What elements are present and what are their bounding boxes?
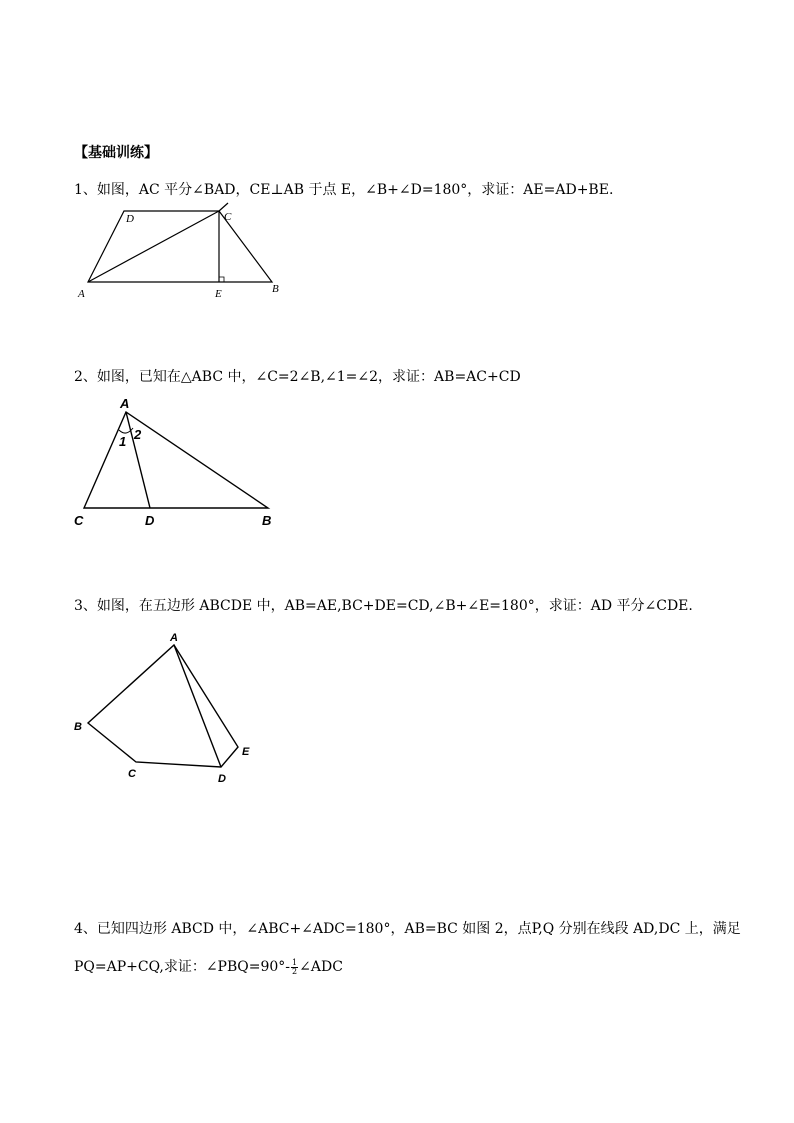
fig1-quadrilateral xyxy=(88,211,272,282)
fig3-label-d: D xyxy=(218,773,226,785)
fig1-diagonal-ac xyxy=(88,211,219,282)
fig1-label-c: C xyxy=(224,211,232,223)
fig2-label-angle2: 2 xyxy=(134,427,142,442)
fig3-label-c: C xyxy=(128,768,136,780)
fig3-pentagon xyxy=(88,645,238,767)
problem-4-text-after: ∠ADC xyxy=(299,959,343,975)
problem-4-text-before: PQ=AP+CQ,求证：∠PBQ=90°- xyxy=(74,959,291,975)
fraction-one-half xyxy=(291,959,298,976)
fraction-numerator: 1 xyxy=(292,957,298,967)
problem-2-text: 2、如图，已知在△ABC 中，∠C=2∠B,∠1=∠2，求证：AB=AC+CD xyxy=(74,369,521,385)
fig3-label-e: E xyxy=(242,746,250,758)
fig3-label-b: B xyxy=(74,721,82,733)
fig1-right-angle-mark xyxy=(219,277,224,282)
fig1-label-b: B xyxy=(272,283,279,295)
fig1-label-d: D xyxy=(126,213,134,225)
problem-4-text-line2 xyxy=(74,958,343,976)
problem-4-text-line1: 4、已知四边形 ABCD 中，∠ABC+∠ADC=180°，AB=BC 如图 2，点P,Q 分别在线段 AD,DC 上，满足 xyxy=(74,921,741,937)
fig2-label-c: C xyxy=(74,513,84,528)
fig2-label-angle1: 1 xyxy=(119,434,127,449)
fig3-label-a: A xyxy=(170,632,178,644)
fig3-segment-ad xyxy=(174,645,221,767)
problem-1-text: 1、如图，AC 平分∠BAD，CE⊥AB 于点 E，∠B+∠D=180°，求证：AE=AD+BE. xyxy=(74,182,614,198)
fig2-label-b: B xyxy=(262,513,272,528)
fig1-tick xyxy=(219,203,228,211)
problem-3-text: 3、如图，在五边形 ABCDE 中，AB=AE,BC+DE=CD,∠B+∠E=180°，求证：AD 平分∠CDE. xyxy=(74,598,693,614)
fraction-denominator: 2 xyxy=(292,966,298,976)
fig2-label-d: D xyxy=(145,513,155,528)
section-title: 【基础训练】 xyxy=(74,145,158,161)
fig1-label-a: A xyxy=(78,288,85,300)
fig2-triangle xyxy=(84,412,268,508)
fig2-label-a: A xyxy=(120,396,130,411)
fig1-label-e: E xyxy=(215,288,222,300)
